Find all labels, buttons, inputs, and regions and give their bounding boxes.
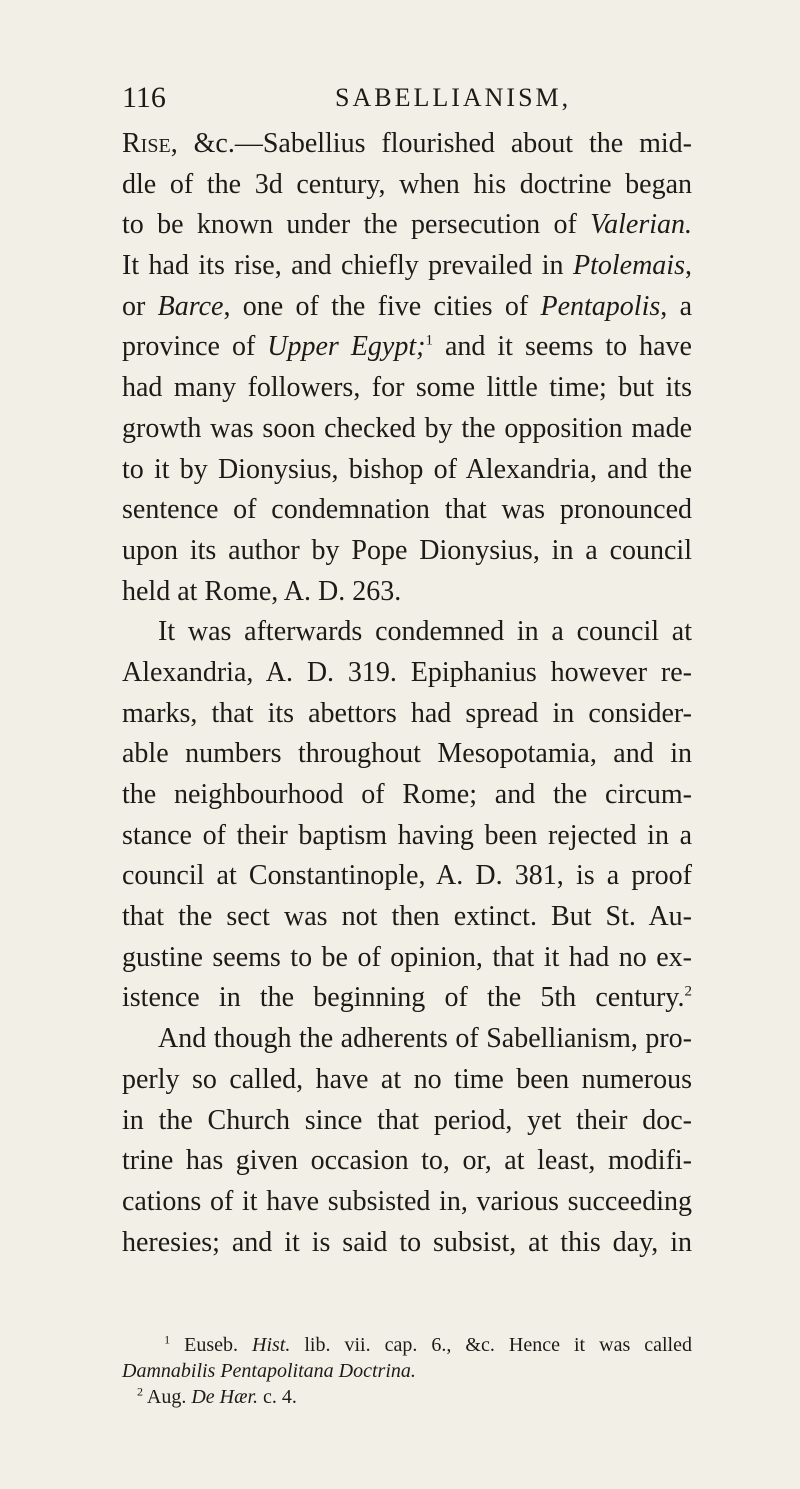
text-line-17: the neighbourhood of Rome; and the circum-	[122, 779, 692, 810]
footnote-1: $^1$ Euseb. Hist. lib. vii. cap. 6., &c. Hence it was called	[164, 1332, 692, 1356]
text-line-11: upon its author by Pope Dionysius, in a council	[122, 534, 692, 566]
running-head-title: SABELLIANISM,	[335, 83, 572, 112]
text-line-12: held at Rome, A. D. 263.	[122, 575, 402, 607]
footnote-1-continued: Damnabilis Pentapolitana Doctrina.	[122, 1360, 416, 1382]
text-line-14: Alexandria, A. D. 319. Epiphanius however re-	[122, 656, 692, 688]
text-line-2: dle of the 3d century, when his doctrine began	[122, 168, 692, 200]
text-line-8: growth was soon checked by the opposition made	[122, 412, 692, 444]
text-line-6: province of Upper Egypt;$^1$ and it seems to have	[122, 331, 692, 363]
text-line-24: perly so called, have at no time been numerous	[122, 1063, 692, 1095]
text-line-10: sentence of condemnation that was pronounced	[122, 494, 692, 526]
text-line-4: It had its rise, and chiefly prevailed in Ptolemais,	[122, 250, 692, 282]
page-number: 116	[122, 81, 166, 114]
text-line-27: cations of it have subsisted in, various succeeding	[122, 1185, 692, 1217]
text-line-16: able numbers throughout Mesopotamia, and in	[122, 738, 692, 770]
text-line-28: heresies; and it is said to subsist, at this day, in	[122, 1226, 692, 1258]
text-line-23: And though the adherents of Sabellianism, pro-	[158, 1023, 692, 1055]
text-line-22: istence in the beginning of the 5th century.$^2$	[122, 982, 692, 1014]
text-line-21: gustine seems to be of opinion, that it had no ex-	[122, 941, 692, 973]
text-line-26: trine has given occasion to, or, at least, modifi-	[122, 1145, 692, 1177]
body-text	[122, 124, 692, 1263]
text-line-7: had many followers, for some little time; but its	[122, 372, 692, 404]
running-head	[122, 78, 692, 118]
text-line-18: stance of their baptism having been rejected in a	[122, 819, 692, 851]
text-line-13: It was afterwards condemned in a council at	[158, 616, 692, 648]
footnote-2: $^2$ Aug. De Hær. c. 4.	[137, 1384, 297, 1408]
text-line-9: to it by Dionysius, bishop of Alexandria, and the	[122, 453, 692, 485]
text-line-19: council at Constantinople, A. D. 381, is a proof	[122, 860, 692, 892]
text-line-20: that the sect was not then extinct. But St. Au-	[122, 901, 692, 933]
text-line-3: to be known under the persecution of Valerian.	[122, 209, 692, 241]
text-line-5: or Barce, one of the five cities of Pentapolis, a	[122, 290, 692, 322]
footnotes	[122, 1332, 692, 1410]
text-line-25: in the Church since that period, yet their doc-	[122, 1104, 692, 1136]
text-line-1: Rise, &c.—Sabellius flourished about the mid-	[122, 128, 692, 159]
text-line-15: marks, that its abettors had spread in consider-	[122, 697, 692, 729]
